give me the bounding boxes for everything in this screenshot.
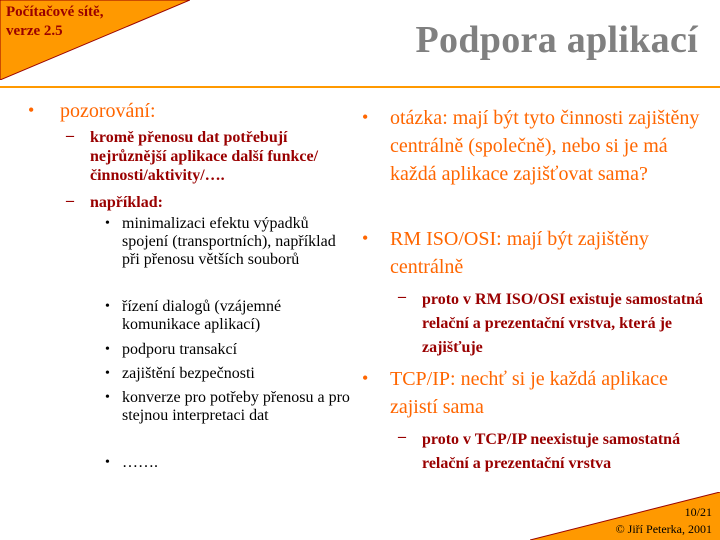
right-sub-2: proto v RM ISO/OSI existuje samostatná relační a prezentační vrstva, která je zajišťuje bbox=[422, 291, 704, 356]
list-item: minimalizaci efektu výpadků spojení (transportních), například při přenosu větších souborů bbox=[122, 215, 336, 268]
dash-icon: – bbox=[66, 127, 74, 144]
dot-icon: • bbox=[105, 342, 110, 357]
left-sub-2: například: bbox=[90, 194, 163, 211]
list-item: zajištění bezpečnosti bbox=[122, 365, 255, 382]
bullet-icon: • bbox=[362, 368, 369, 388]
list-item: konverze pro potřeby přenosu a pro stejnou interpretaci dat bbox=[122, 389, 350, 424]
dot-icon: • bbox=[105, 216, 110, 231]
list-item: řízení dialogů (vzájemné komunikace aplikací) bbox=[122, 298, 282, 333]
bullet-icon: • bbox=[362, 228, 369, 248]
title-divider bbox=[0, 86, 720, 88]
series-line-2: verze 2.5 bbox=[6, 23, 63, 39]
series-line-1: Počítačové sítě, bbox=[6, 4, 104, 20]
right-sub-3: proto v TCP/IP neexistuje samostatná relační a prezentační vrstva bbox=[422, 431, 681, 472]
right-bullet-3: TCP/IP: nechť si je každá aplikace zajistí sama bbox=[390, 368, 668, 418]
right-bullet-1: otázka: mají být tyto činnosti zajištěny centrálně (společně), nebo si je má každá aplikace zajišťovat sama? bbox=[390, 107, 700, 185]
copyright: © Jiří Peterka, 2001 bbox=[615, 522, 712, 536]
dot-icon: • bbox=[105, 455, 110, 470]
left-sub-1: kromě přenosu dat potřebují nejrůznější aplikace další funkce/činnosti/aktivity/…. bbox=[90, 129, 319, 184]
dash-icon: – bbox=[398, 428, 406, 445]
page-number: 10/21 bbox=[684, 505, 712, 519]
left-bullet: pozorování: bbox=[60, 100, 156, 122]
dot-icon: • bbox=[105, 299, 110, 314]
page-title: Podpora aplikací bbox=[415, 19, 698, 61]
bullet-icon: • bbox=[362, 107, 369, 127]
list-item: podporu transakcí bbox=[122, 341, 238, 358]
bullet-icon: • bbox=[28, 100, 35, 120]
dash-icon: – bbox=[398, 288, 406, 305]
series-label bbox=[6, 3, 156, 41]
dot-icon: • bbox=[105, 366, 110, 381]
dash-icon: – bbox=[66, 192, 74, 209]
list-item: ……. bbox=[122, 454, 158, 471]
dot-icon: • bbox=[105, 390, 110, 405]
right-bullet-2: RM ISO/OSI: mají být zajištěny centrálně bbox=[390, 228, 649, 278]
